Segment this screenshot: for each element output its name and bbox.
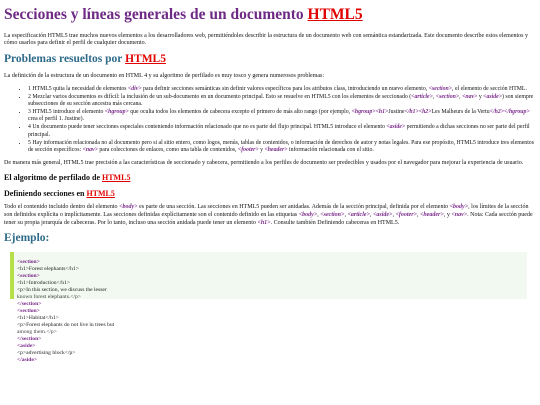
sections-subheading-highlight[interactable]: HTML5 bbox=[86, 188, 115, 198]
intro-paragraph: La especificación HTML5 trae muchos nuevos elementos a los desarrolladores web, permitiéndoles describir la estructura de un documento web con semántica estandarizada. Este documento describe estos elementos y cómo usarlos para definir el perfil de cualquier documento. bbox=[4, 32, 528, 47]
code-tag: <h1> bbox=[257, 219, 271, 226]
code-line: <h1>Habitat</h1> bbox=[17, 315, 59, 322]
page-title-highlight[interactable]: HTML5 bbox=[307, 6, 363, 23]
sections-subheading bbox=[4, 189, 536, 199]
code-tag: <nav> bbox=[82, 147, 98, 154]
code-tag: <aside> bbox=[372, 211, 393, 218]
sections-paragraph: Todo el contenido incluido dentro del elemento <body> es parte de una sección. Las secciones en HTML5 pueden ser anidadas. Además de la sección principal, definida por el elemento <body>, los límites de la sección son definidos explícita o implícitamente. Las secciones definidas explícitamente son el contenido definido en las etiquetas <body>, <section>, <article>, <aside>, <footer>, <header>, y <nav>. Nota: Cada sección puede tener su propia jerarquía de cabeceras. Por lo tanto, incluso una sección anidada puede tener un elemento <h1>. Consulte también Definiendo cabeceras en HTML5. bbox=[4, 204, 533, 226]
code-line: <h1>Introduction</h1> bbox=[17, 280, 71, 287]
code-tag: <nav> bbox=[451, 211, 468, 218]
code-line: <aside> bbox=[17, 343, 36, 350]
code-line: </section> bbox=[17, 336, 42, 343]
code-line: </section> bbox=[17, 301, 42, 308]
list-item: • 4 Un documento puede tener secciones especiales conteniendo información relacionado que no es parte del flujo principal. HTML5 introduce el elemento <aside> permitiendo a dichas secciones no ser parte del perfil principal. bbox=[28, 124, 536, 139]
code-tag: <footer> bbox=[395, 211, 417, 218]
code-line: </aside> bbox=[17, 356, 38, 363]
code-tag: <footer> bbox=[237, 147, 259, 154]
list-item: • 2 Mezclar varios documentos es difícil: la inclusión de un sub-documento en un documento principal. Esto se resuelve en HTML5 con los elementos de seccionado (<article>, <section>, <nav> y <aside>) son siempre subsecciones de su sección ancestra más cercana. bbox=[28, 94, 536, 109]
code-tag: <article> bbox=[411, 93, 433, 100]
code-tag: <section> bbox=[435, 93, 460, 100]
code-line: among them.</p> bbox=[17, 329, 57, 336]
code-tag: <hgroup><h1> bbox=[351, 109, 389, 115]
algorithm-heading-text: El algoritmo de perfilado de bbox=[4, 173, 100, 183]
code-block bbox=[10, 252, 527, 363]
code-line: <p>advertising block</p> bbox=[17, 350, 76, 356]
code-line: <section> bbox=[17, 273, 40, 280]
code-line: <section> bbox=[17, 259, 40, 266]
list-item: • 1 HTML5 quita la necesidad de elementos <div> para definir secciones semánticas sin definir valores específicos para los atributos class, introduciendo un nuevo elemento, <section>, el elemento de sección HTML. bbox=[28, 86, 536, 93]
list-item: • 5 Hay información relacionada no al documento pero si al sitio entero, como logos, menús, tablas de contenidos, o información de derechos de autor y notas legales. Para ese propósito, HTML5 introduce tres elementos de sección específicos: <nav> para colecciones de enlaces, como una tabla de contenidos, <footer> y <header> información relacionada con el sitio. bbox=[28, 140, 536, 155]
code-line: <h1>Forest elephants</h1> bbox=[17, 266, 79, 273]
list-item: • 3 HTML5 introduce el elemento <hgroup> que oculta todos los elementos de cabecera excepto el primero de más alto rango (por ejemplo, <hgroup><h1>Justine</h1><h2>Les Malheurs de la Vertu</h2></hgroup> crea el perfil 1. Justine). bbox=[28, 109, 536, 124]
algorithm-heading-highlight[interactable]: HTML5 bbox=[102, 173, 131, 183]
code-tag: <header> bbox=[264, 147, 288, 154]
problems-lead: La definición de la estructura de un documento en HTML 4 y su algoritmo de perfilado es muy tosco y genera numerosos problemas: bbox=[4, 72, 325, 79]
code-tag: <article> bbox=[347, 211, 370, 218]
page-title-text: Secciones y líneas generales de un documento bbox=[4, 6, 304, 23]
code-tag: <div> bbox=[127, 85, 142, 92]
code-line: <section> bbox=[17, 308, 40, 315]
code-tag: <nav> bbox=[462, 93, 478, 100]
code-tag: <section> bbox=[320, 211, 345, 218]
example-heading: Ejemplo: bbox=[4, 232, 50, 245]
code-tag: <body> bbox=[119, 204, 138, 211]
code-tag: </h1><h2> bbox=[404, 109, 432, 115]
code-tag: <section> bbox=[428, 85, 453, 92]
code-tag: <hgroup> bbox=[104, 109, 129, 115]
algorithm-heading bbox=[4, 173, 536, 183]
code-tag: <body> bbox=[449, 204, 469, 211]
code-tag: <header> bbox=[419, 211, 444, 218]
code-line: known forest elephants.</p> bbox=[17, 294, 81, 301]
code-line: <p>Forest elephants do not live in trees but bbox=[17, 322, 115, 329]
problems-heading-text: Problemas resueltos por bbox=[4, 53, 123, 66]
problems-heading-highlight[interactable]: HTML5 bbox=[125, 53, 166, 66]
problems-list bbox=[4, 86, 536, 155]
problems-closing: De manera más general, HTML5 trae precisión a las características de seccionado y cabecera, permitiendo a los perfiles de documento ser predecibles y usados por el navegador para mejorar la experiencia de usuario. bbox=[4, 160, 524, 167]
code-tag: <aside> bbox=[386, 124, 406, 131]
code-tag: <aside> bbox=[483, 93, 503, 100]
page-title bbox=[4, 6, 536, 25]
sections-subheading-text: Definiendo secciones en bbox=[4, 188, 85, 198]
code-line: <p>In this section, we discuss the lesser bbox=[17, 287, 107, 294]
code-tag: <body> bbox=[298, 211, 318, 218]
code-tag: </h2></hgroup> bbox=[489, 109, 530, 115]
problems-heading bbox=[4, 53, 536, 67]
